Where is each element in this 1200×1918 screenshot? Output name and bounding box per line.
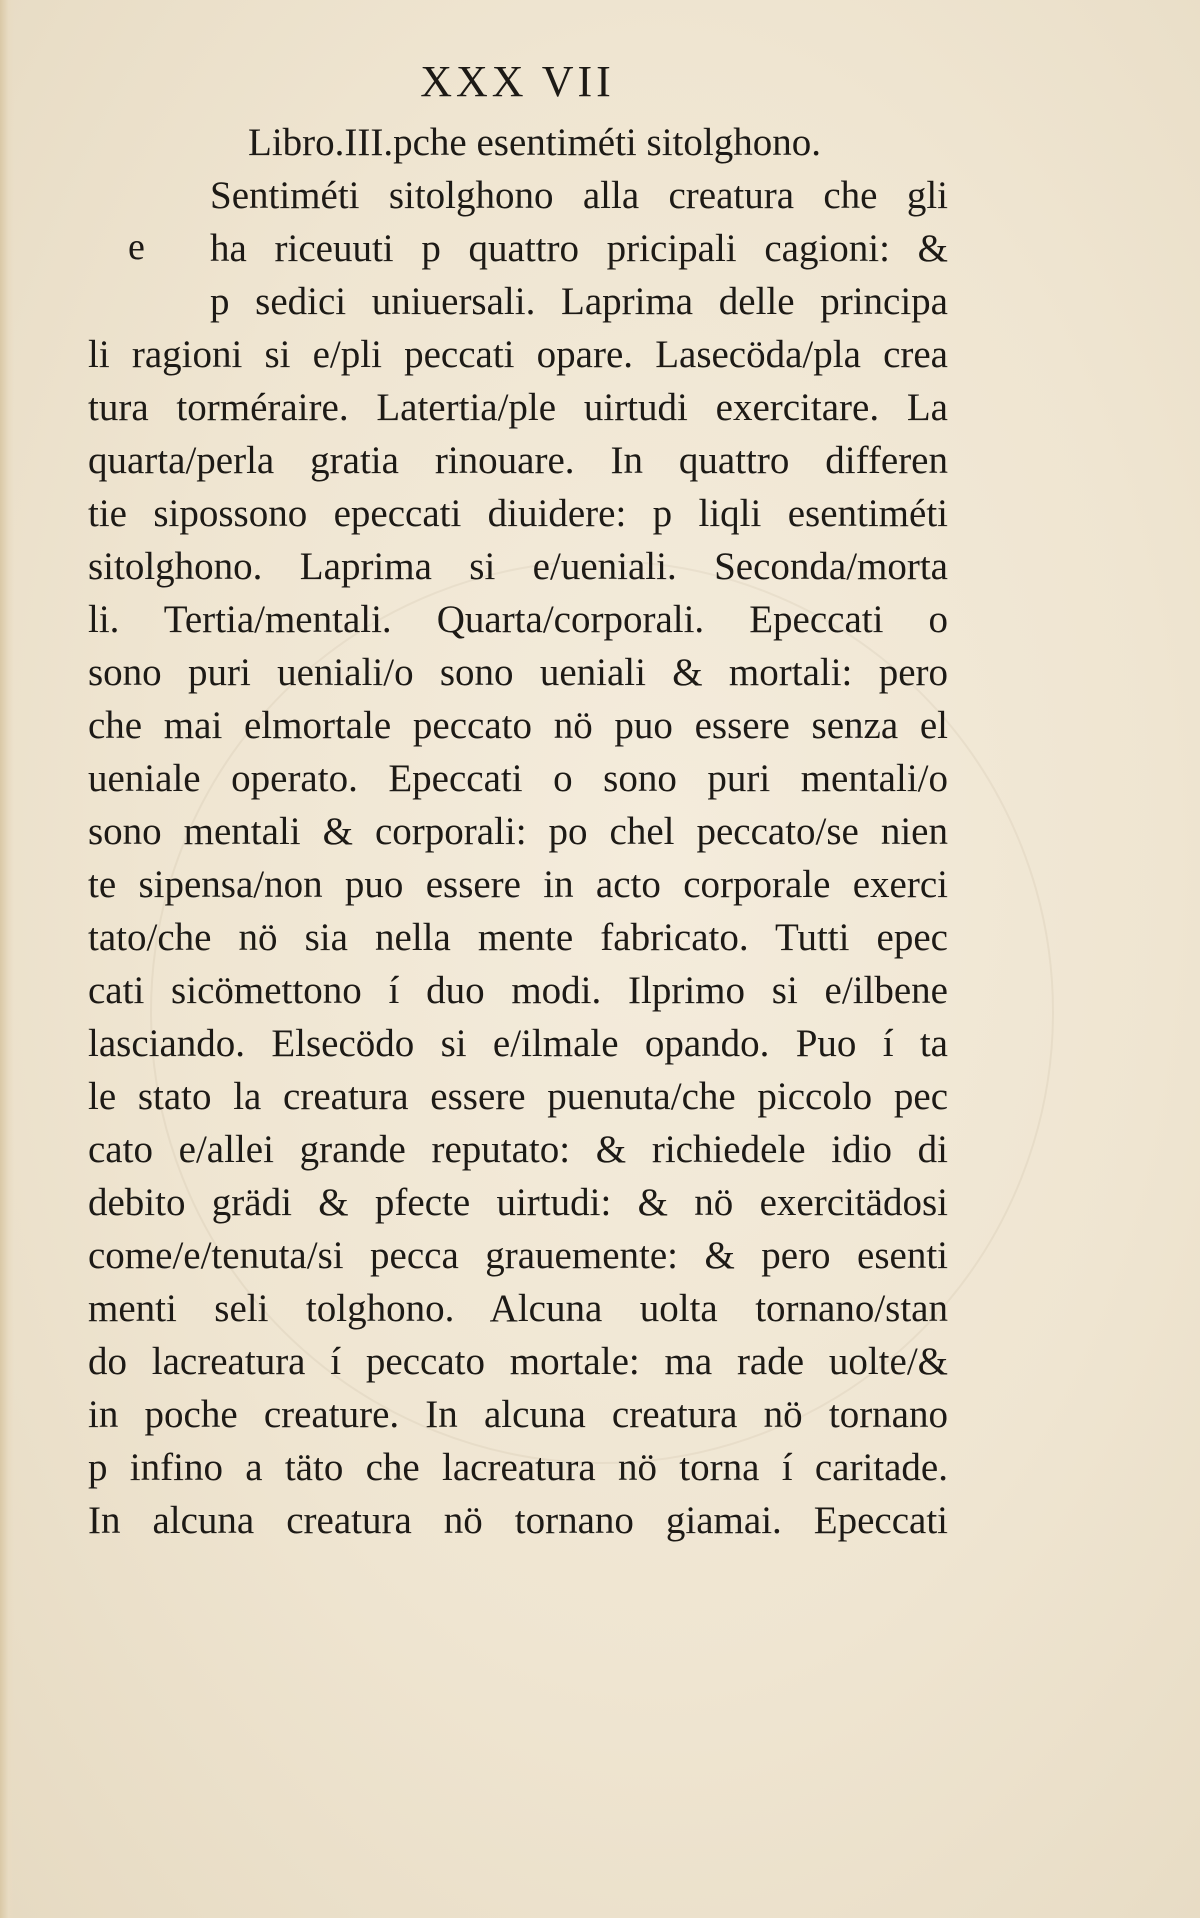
text-line: menti seli tolghono. Alcuna uolta tornano/stan <box>88 1287 948 1330</box>
text-line: quarta/perla gratia rinouare. In quattro differen <box>88 439 948 482</box>
text-line: debito grädi & pfecte uirtudi: & nö exercitädosi <box>88 1181 948 1224</box>
page-left-edge <box>0 0 14 1918</box>
text-line: p sedici uniuersali. Laprima delle principa <box>210 280 948 323</box>
text-line: tie sipossono epeccati diuidere: p liqli esentiméti <box>88 492 948 535</box>
text-line: ueniale operato. Epeccati o sono puri mentali/o <box>88 757 948 800</box>
text-line: do lacreatura í peccato mortale: ma rade uolte/& <box>88 1340 948 1383</box>
chapter-heading: Libro.III.pche esentiméti sitolghono. <box>248 121 821 164</box>
text-line: p infino a täto che lacreatura nö torna í caritade. <box>88 1446 948 1489</box>
text-line: tato/che nö sia nella mente fabricato. Tutti epec <box>88 916 948 959</box>
text-line: te sipensa/non puo essere in acto corporale exerci <box>88 863 948 906</box>
text-line: cati sicömettono í duo modi. Ilprimo si e/ilbene <box>88 969 948 1012</box>
text-line: li ragioni si e/pli peccati opare. Lasecöda/pla crea <box>88 333 948 376</box>
text-line: che mai elmortale peccato nö puo essere senza el <box>88 704 948 747</box>
text-line: cato e/allei grande reputato: & richiedele idio di <box>88 1128 948 1171</box>
text-line: come/e/tenuta/si pecca grauemente: & pero esenti <box>88 1234 948 1277</box>
text-block <box>88 116 948 1547</box>
running-head: XXX VII <box>420 57 615 106</box>
text-line: In alcuna creatura nö tornano giamai. Epeccati <box>88 1499 948 1542</box>
text-line: le stato la creatura essere puenuta/che piccolo pec <box>88 1075 948 1118</box>
text-line: sono mentali & corporali: po chel peccato/se nien <box>88 810 948 853</box>
text-line: Sentiméti sitolghono alla creatura che gli <box>210 174 948 217</box>
text-line: sitolghono. Laprima si e/ueniali. Seconda/morta <box>88 545 948 588</box>
text-line: tura torméraire. Latertia/ple uirtudi exercitare. La <box>88 386 948 429</box>
text-line: sono puri ueniali/o sono ueniali & mortali: pero <box>88 651 948 694</box>
text-line: ha riceuuti p quattro pricipali cagioni: & <box>210 227 948 270</box>
marginal-note: e <box>128 226 145 268</box>
text-line: in poche creature. In alcuna creatura nö tornano <box>88 1393 948 1436</box>
text-line: li. Tertia/mentali. Quarta/corporali. Epeccati o <box>88 598 948 641</box>
text-line: lasciando. Elsecödo si e/ilmale opando. Puo í ta <box>88 1022 948 1065</box>
